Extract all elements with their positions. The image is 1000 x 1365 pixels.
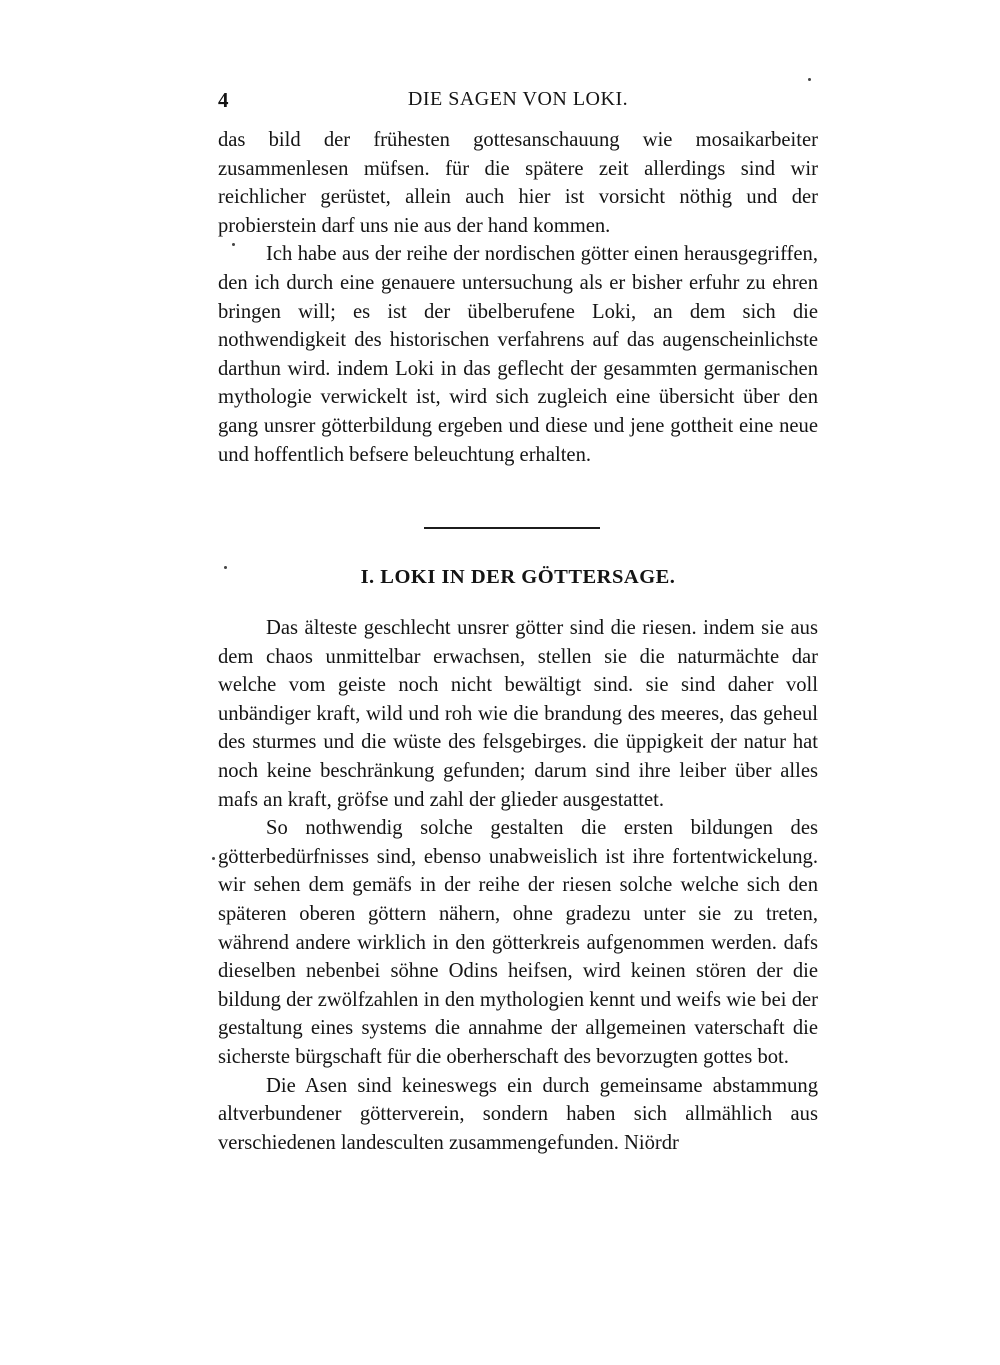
intro-text-block (218, 126, 818, 469)
section-paragraph-3: Die Asen sind keineswegs ein durch gemeinsame abstammung altverbundener götterverein, sondern haben sich allmählich aus verschiedenen landesculten zusammengefunden. Niördr (218, 1074, 818, 1154)
section-paragraph-2: So nothwendig solche gestalten die ersten bildungen des götterbedürfnisses sind, ebenso unabweislich ist ihre fortentwickelung. wir sehen dem gemäfs in der reihe der riesen solche welche sich den späteren oberen göttern nähern, ohne gradezu unter sie zu treten, während andere wirklich in den götterkreis aufgenommen werden. dafs dieselben nebenbei söhne Odins heifsen, wird keinen stören der die bildung der zwölfzahlen in den mythologien kennt und weifs wie bei der gestaltung eines systems die annahme der allgemeinen vaterschaft die sicherste bürgschaft für die oberherschaft des bevorzugten gottes bot. (218, 817, 818, 1068)
intro-paragraph-1: das bild der frühesten gottesanschauung wie mosaikarbeiter zusammenlesen müfsen. für die spätere zeit allerdings sind wir reichlicher gerüstet, allein auch hier ist vorsicht nöthig und der probierstein darf uns nie aus der hand kommen. (218, 129, 818, 237)
page-number: 4 (218, 88, 229, 112)
page-header (218, 88, 818, 118)
section-heading: I. LOKI IN DER GÖTTERSAGE. (360, 566, 676, 588)
print-speck (212, 857, 215, 860)
intro-paragraph-2: Ich habe aus der reihe der nordischen götter einen herausgegriffen, den ich durch eine genauere untersuchung als er bisher erfuhr zu ehren bringen will; es ist der übelberufene Loki, an dem sich die nothwendigkeit des historischen verfahrens auf das augenscheinlichste darthun wird. indem Loki in das geflecht der gesammten germanischen mythologie verwickelt ist, wird sich zugleich eine übersicht über den gang unsrer götterbildung ergeben und diese und jene gottheit eine neue und hoffentlich befsere beleuchtung erhalten. (218, 243, 818, 466)
section-paragraph-1: Das älteste geschlecht unsrer götter sind die riesen. indem sie aus dem chaos unmittelbar erwachsen, stellen sie die naturmächte dar welche vom geiste noch nicht bewältigt sind. sie sind daher voll unbändiger kraft, wild und roh wie die brandung des meeres, das geheul des sturmes und die wüste des felsgebirges. die üppigkeit der natur hat noch keine beschränkung gefunden; darum sind ihre leiber über alles mafs an kraft, gröfse und zahl der glieder ausgestattet. (218, 617, 818, 811)
section-divider (424, 527, 600, 529)
running-title: DIE SAGEN VON LOKI. (407, 88, 629, 110)
print-speck (232, 243, 235, 246)
print-speck (808, 78, 811, 81)
section-text-block (218, 614, 818, 1157)
print-speck (224, 566, 227, 569)
